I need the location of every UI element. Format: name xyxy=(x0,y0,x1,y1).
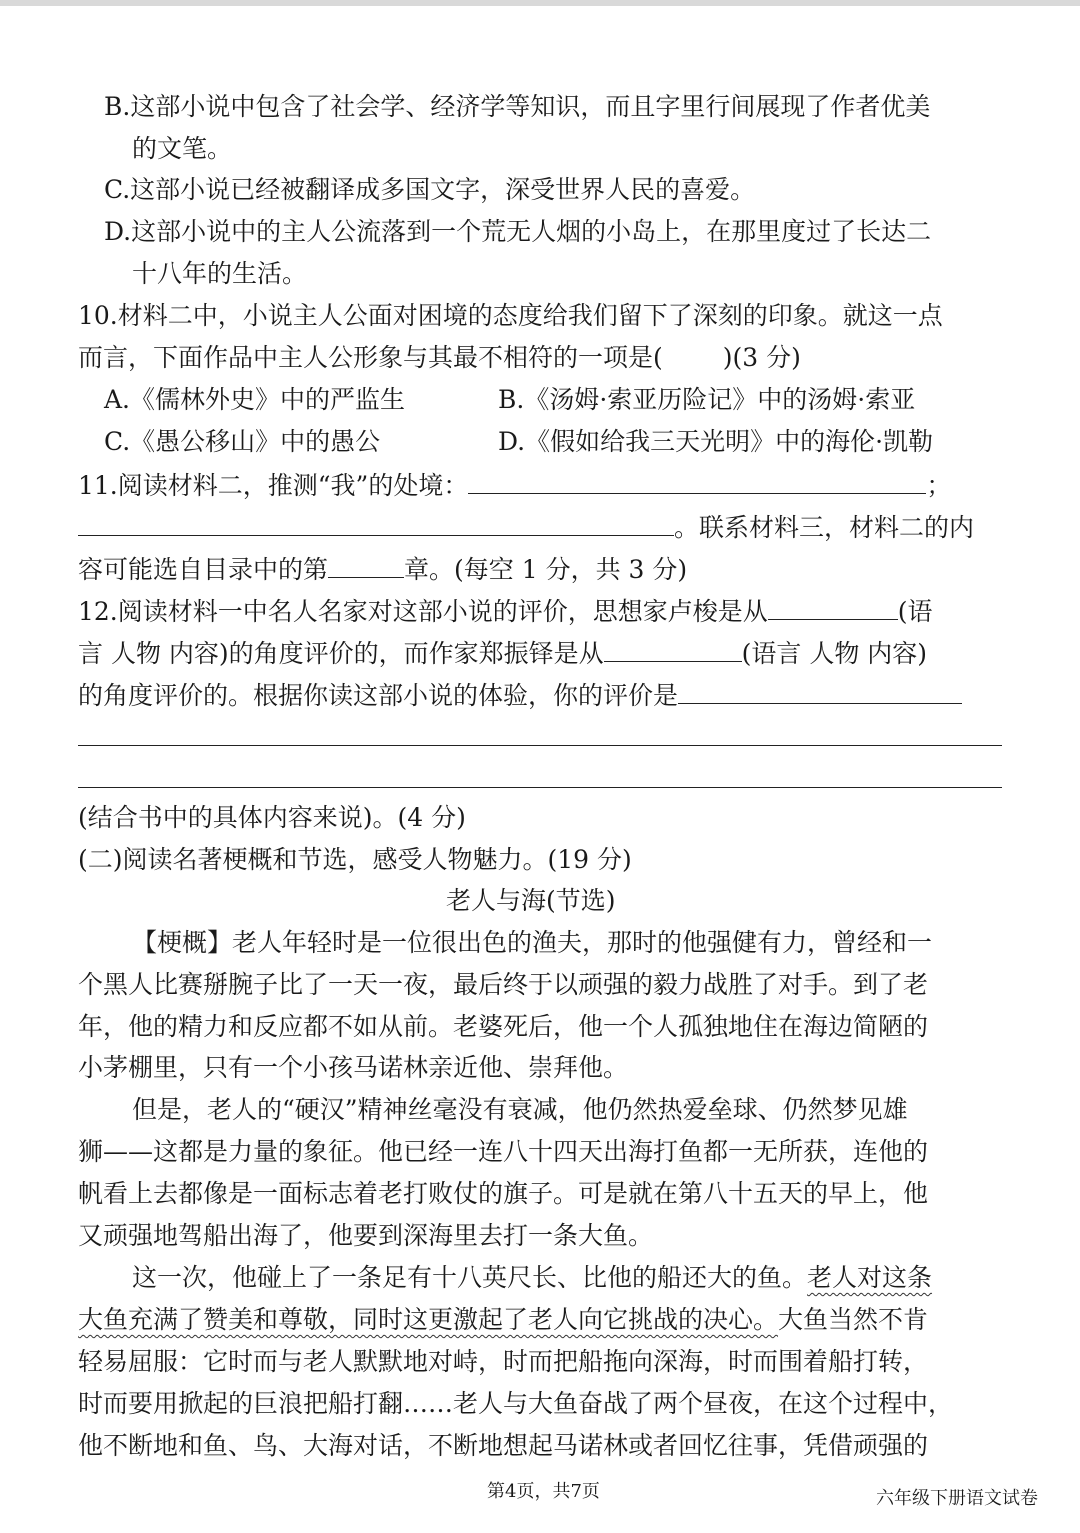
section2-heading: (二)阅读名著梗概和节选，感受人物魅力。(19 分) xyxy=(78,845,632,874)
synopsis-p3-line2-plain: 大鱼当然不肯 xyxy=(778,1305,929,1334)
q12-line2 xyxy=(78,637,927,667)
top-scan-band xyxy=(0,0,1080,6)
footer-exam-title: 六年级下册语文试卷 xyxy=(876,1488,1038,1509)
q10-option-d: D.《假如给我三天光明》中的海伦·凯勒 xyxy=(498,427,934,456)
passage-title: 老人与海(节选) xyxy=(446,886,616,915)
q9-option-b-line1: B.这部小说中包含了社会学、经济学等知识，而且字里行间展现了作者优美 xyxy=(104,92,931,121)
q12-line3 xyxy=(78,679,962,709)
q9-option-d-line1: D.这部小说中的主人公流落到一个荒无人烟的小岛上，在那里度过了长达二 xyxy=(104,217,932,246)
synopsis-p1-line4: 小茅棚里，只有一个小孩马诺林亲近他、崇拜他。 xyxy=(78,1053,629,1082)
q11-line1 xyxy=(78,469,951,499)
q12-line1-prefix: 12.阅读材料一中名人名家对这部小说的评价，思想家卢梭是从 xyxy=(78,597,768,626)
q10-stem-suffix: )(3 分) xyxy=(722,343,801,372)
synopsis-p2-line1: 但是，老人的“硬汉”精神丝毫没有衰减，他仍然热爱垒球、仍然梦见雄 xyxy=(132,1095,908,1124)
q12-line3-prefix: 的角度评价的。根据你读这部小说的体验，你的评价是 xyxy=(78,681,679,710)
q10-option-a: A.《儒林外史》中的严监生 xyxy=(104,385,406,414)
synopsis-p3-line4: 时而要用掀起的巨浪把船打翻……老人与大鱼奋战了两个昼夜，在这个过程中， xyxy=(78,1389,954,1418)
q11-blank-1-continued[interactable] xyxy=(78,511,674,536)
q11-blank-1[interactable] xyxy=(468,469,926,494)
q12-blank-rousseau[interactable] xyxy=(768,595,898,620)
q12-line2-suffix: (语言 人物 内容) xyxy=(741,639,928,668)
q12-line1-suffix: (语 xyxy=(897,597,933,626)
synopsis-p3-line1 xyxy=(132,1263,932,1293)
synopsis-p1-line3: 年，他的精力和反应都不如从前。老婆死后，他一个人孤独地住在海边简陋的 xyxy=(78,1012,929,1041)
q12-line2-prefix: 言 人物 内容)的角度评价的，而作家郑振铎是从 xyxy=(78,639,604,668)
q10-option-c: C.《愚公移山》中的愚公 xyxy=(104,427,381,456)
synopsis-p3-line2 xyxy=(78,1305,928,1335)
q11-prompt: 11.阅读材料二，推测“我”的处境： xyxy=(78,471,469,500)
q10-stem-line2 xyxy=(78,343,801,373)
q12-blank-zheng[interactable] xyxy=(604,637,742,662)
q12-answer-line-3[interactable] xyxy=(78,787,1002,788)
q11-blank-chapter[interactable] xyxy=(328,553,404,578)
synopsis-p3-line5: 他不断地和鱼、鸟、大海对话，不断地想起马诺林或者回忆往事，凭借顽强的 xyxy=(78,1431,929,1460)
q11-semicolon: ； xyxy=(926,471,952,500)
q9-option-b-line2: 的文笔。 xyxy=(132,134,233,163)
q12-answer-line-2[interactable] xyxy=(78,745,1002,746)
footer-page-number: 第4页，共7页 xyxy=(487,1481,600,1502)
q11-line2 xyxy=(78,511,974,541)
q12-line1 xyxy=(78,595,933,625)
q10-stem-prefix: 而言，下面作品中主人公形象与其最不相符的一项是( xyxy=(78,343,663,372)
synopsis-p3-line1-plain: 这一次，他碰上了一条足有十八英尺长、比他的船还大的鱼。 xyxy=(132,1263,808,1292)
q11-line3-suffix: 章。(每空 1 分，共 3 分) xyxy=(404,555,688,584)
synopsis-p1-line1: 【梗概】老人年轻时是一位很出色的渔夫，那时的他强健有力，曾经和一 xyxy=(132,928,933,957)
synopsis-p1-line2: 个黑人比赛掰腕子比了一天一夜，最后终于以顽强的毅力战胜了对手。到了老 xyxy=(78,970,929,999)
q11-line2-text: 。联系材料三，材料二的内 xyxy=(674,513,975,542)
q12-blank-evaluation[interactable] xyxy=(678,679,962,704)
q11-line3 xyxy=(78,553,687,583)
q10-option-b: B.《汤姆·索亚历险记》中的汤姆·索亚 xyxy=(498,385,916,414)
q10-stem-line1: 10.材料二中，小说主人公面对困境的态度给我们留下了深刻的印象。就这一点 xyxy=(78,301,943,330)
q9-option-d-line2: 十八年的生活。 xyxy=(132,259,308,288)
q9-option-c: C.这部小说已经被翻译成多国文字，深受世界人民的喜爱。 xyxy=(104,175,756,204)
synopsis-p3-underlined-sentence-end: 大鱼充满了赞美和尊敬，同时这更激起了老人向它挑战的决心。 xyxy=(78,1305,779,1334)
synopsis-p2-line2: 狮——这都是力量的象征。他已经一连八十四天出海打鱼都一无所获，连他的 xyxy=(78,1137,929,1166)
synopsis-p2-line3: 帆看上去都像是一面标志着老打败仗的旗子。可是就在第八十五天的早上，他 xyxy=(78,1179,929,1208)
synopsis-p2-line4: 又顽强地驾船出海了，他要到深海里去打一条大鱼。 xyxy=(78,1221,654,1250)
q12-line4: (结合书中的具体内容来说)。(4 分) xyxy=(78,803,466,832)
synopsis-p3-line3: 轻易屈服：它时而与老人默默地对峙，时而把船拖向深海，时而围着船打转， xyxy=(78,1347,929,1376)
synopsis-p3-underlined-sentence-start: 老人对这条 xyxy=(807,1263,933,1292)
q11-line3-prefix: 容可能选自目录中的第 xyxy=(78,555,329,584)
